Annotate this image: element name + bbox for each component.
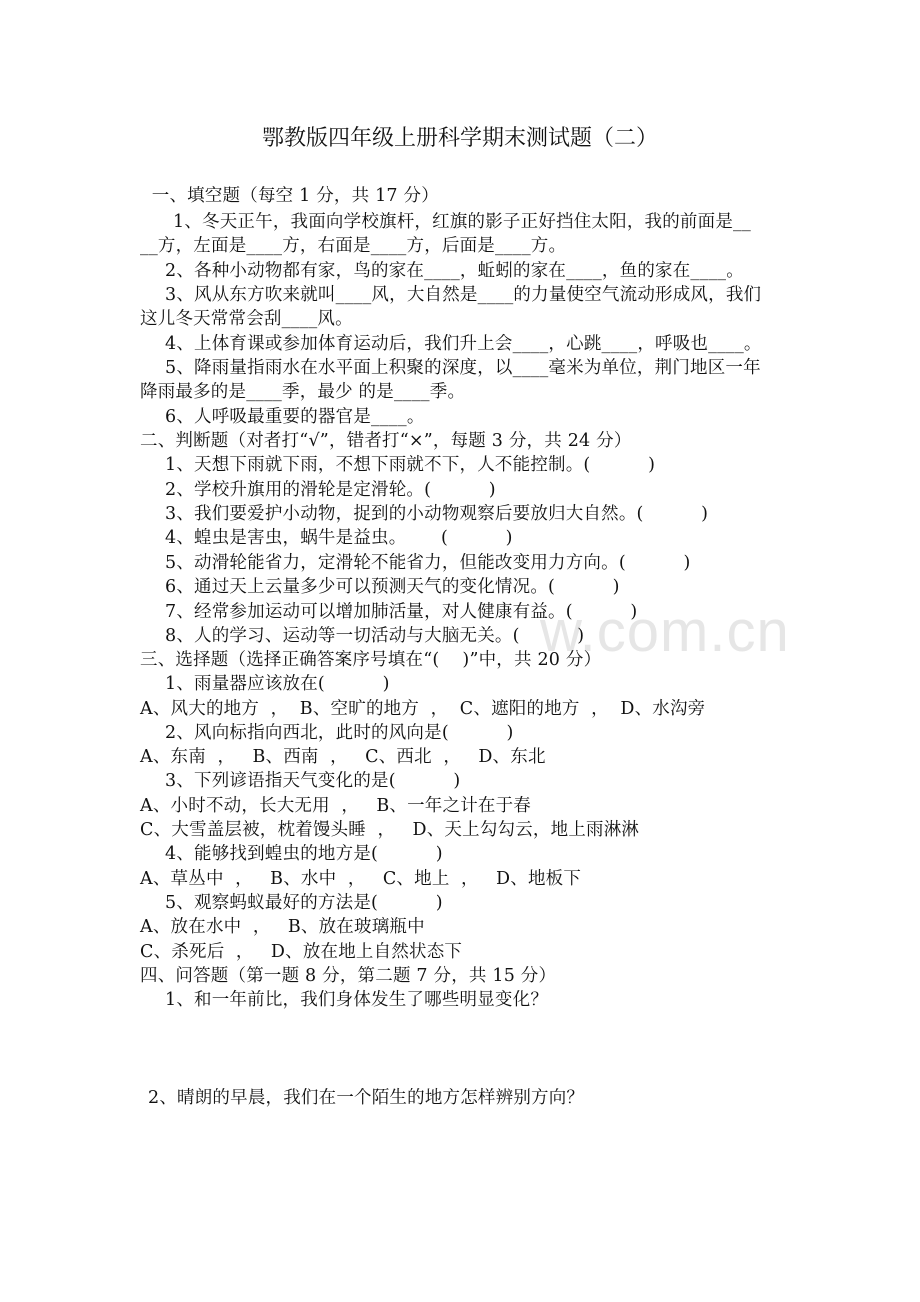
text-line: A、风大的地方 ， B、空旷的地方 ， C、遮阳的地方 ， D、水沟旁: [140, 699, 706, 719]
text-line: 2、学校升旗用的滑轮是定滑轮。( ): [165, 480, 496, 500]
text-line: 降雨最多的是____季，最少 的是____季。: [140, 382, 466, 402]
text-line: 5、观察蚂蚁最好的方法是( ): [165, 893, 443, 913]
text-line: 5、动滑轮能省力，定滑轮不能省力，但能改变用力方向。( ): [165, 553, 691, 573]
page-title: 鄂教版四年级上册科学期末测试题（二）: [261, 126, 658, 151]
text-line: 2、晴朗的早晨，我们在一个陌生的地方怎样辨别方向？: [148, 1088, 585, 1108]
text-line: 1、和一年前比，我们身体发生了哪些明显变化？: [165, 990, 549, 1010]
text-line: 7、经常参加运动可以增加肺活量，对人健康有益。( ): [165, 602, 638, 622]
text-line: 四、问答题（第一题 8 分，第二题 7 分，共 15 分）: [140, 966, 557, 986]
text-line: 4、上体育课或参加体育运动后，我们升上会____，心跳____，呼吸也____。: [165, 334, 762, 354]
text-line: 一、填空题（每空 1 分，共 17 分）: [146, 186, 439, 206]
text-line: 3、我们要爱护小动物，捉到的小动物观察后要放归大自然。( ): [165, 504, 709, 524]
text-line: 8、人的学习、运动等一切活动与大脑无关。( ): [165, 626, 585, 646]
text-line: 6、人呼吸最重要的器官是____。: [165, 407, 425, 427]
text-line: 2、各种小动物都有家，鸟的家在____，蚯蚓的家在____，鱼的家在____。: [165, 261, 744, 281]
watermark: w.com.cn: [540, 599, 790, 664]
text-line: C、杀死后 ， D、放在地上自然状态下: [140, 942, 463, 962]
text-line: 1、冬天正午，我面向学校旗杆，红旗的影子正好挡住太阳，我的前面是__: [173, 212, 751, 232]
text-line: 5、降雨量指雨水在水平面上积聚的深度，以____毫米为单位，荆门地区一年: [165, 358, 761, 378]
text-line: A、草丛中 ， B、水中 ， C、地上 ， D、地板下: [140, 869, 582, 889]
text-line: 4、能够找到蝗虫的地方是( ): [165, 844, 443, 864]
text-line: 三、选择题（选择正确答案序号填在“( )”中，共 20 分）: [140, 650, 602, 670]
text-line: A、放在水中 ， B、放在玻璃瓶中: [140, 917, 425, 937]
text-line: 2、风向标指向西北，此时的风向是( ): [165, 723, 514, 743]
text-line: 6、通过天上云量多少可以预测天气的变化情况。( ): [165, 577, 620, 597]
text-line: 1、天想下雨就下雨，不想下雨就不下，人不能控制。( ): [165, 455, 656, 475]
text-line: 4、蝗虫是害虫，蜗牛是益虫。 ( ): [165, 528, 513, 548]
text-line: 3、下列谚语指天气变化的是( ): [165, 771, 461, 791]
text-line: 这儿冬天常常会刮____风。: [140, 309, 353, 329]
text-line: 3、风从东方吹来就叫____风，大自然是____的力量使空气流动形成风，我们: [165, 285, 762, 305]
text-line: 二、判断题（对者打“√”，错者打“×”，每题 3 分，共 24 分）: [140, 431, 632, 451]
text-line: A、小时不动，长大无用 ， B、一年之计在于春: [140, 796, 532, 816]
text-line: A、东南 ， B、西南 ， C、西北 ， D、东北: [140, 747, 546, 767]
text-line: 1、雨量器应该放在( ): [165, 674, 390, 694]
text-line: __方，左面是____方，右面是____方，后面是____方。: [140, 236, 567, 256]
text-line: C、大雪盖层被，枕着馒头睡 ， D、天上勾勾云，地上雨淋淋: [140, 820, 640, 840]
